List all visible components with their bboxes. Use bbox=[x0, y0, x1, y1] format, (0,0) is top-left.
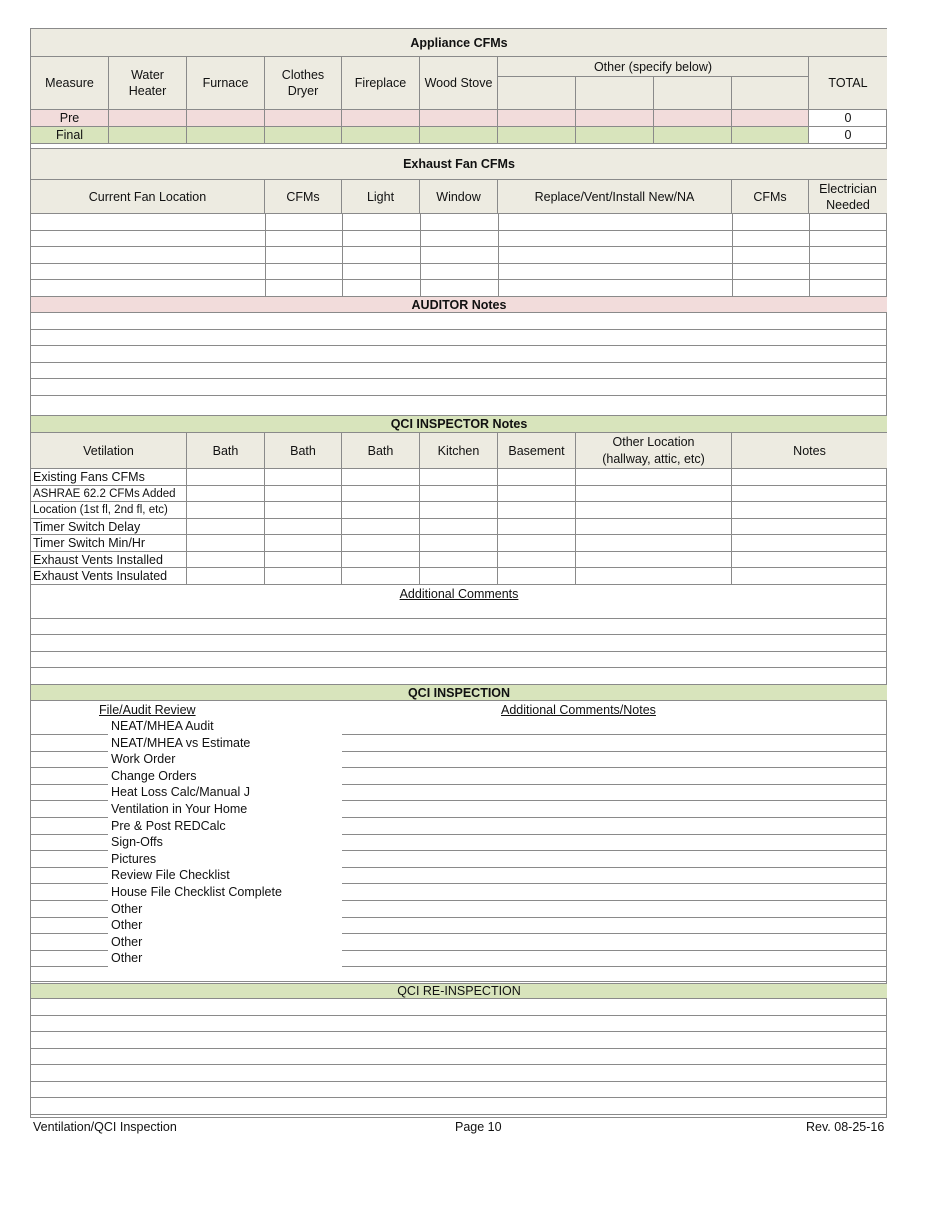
notes-line[interactable] bbox=[342, 719, 887, 735]
other-col-1[interactable] bbox=[498, 77, 576, 110]
auditor-note-line[interactable] bbox=[31, 346, 887, 363]
qci-row-rule bbox=[187, 551, 887, 552]
checklist-checkoff-line[interactable] bbox=[31, 736, 108, 752]
exhaust-row-1[interactable] bbox=[31, 214, 887, 231]
qci-col-rule bbox=[731, 469, 732, 585]
checklist-item-label: Other bbox=[111, 951, 143, 965]
checklist-item-label: Change Orders bbox=[111, 769, 197, 783]
exhaust-row-5[interactable] bbox=[31, 280, 887, 297]
notes-line[interactable] bbox=[342, 769, 887, 785]
reinspection-line[interactable] bbox=[31, 1098, 887, 1115]
checklist-item-label: Other bbox=[111, 902, 143, 916]
comment-line[interactable] bbox=[31, 602, 887, 619]
qci-row-rule bbox=[187, 567, 887, 568]
pre-row-label: Pre bbox=[31, 110, 109, 127]
notes-line[interactable] bbox=[342, 885, 887, 901]
file-audit-review-label: File/Audit Review bbox=[99, 703, 196, 717]
qci-row-label: Existing Fans CFMs bbox=[31, 469, 187, 486]
qci-row-label: Exhaust Vents Insulated bbox=[31, 568, 187, 585]
checklist-checkoff-line[interactable] bbox=[31, 769, 108, 785]
wood-stove-header: Wood Stove bbox=[420, 57, 498, 110]
exhaust-col-cfms: CFMs bbox=[265, 180, 342, 214]
final-other-1-cell[interactable] bbox=[498, 127, 576, 144]
reinspection-line[interactable] bbox=[31, 1016, 887, 1032]
notes-line[interactable] bbox=[342, 852, 887, 868]
pre-wood-stove-cell[interactable] bbox=[420, 110, 498, 127]
qci-row-rule bbox=[187, 518, 887, 519]
checklist-checkoff-line[interactable] bbox=[31, 719, 108, 735]
footer-page-number: Page 10 bbox=[455, 1120, 502, 1134]
checklist-checkoff-line[interactable] bbox=[31, 819, 108, 835]
notes-line[interactable] bbox=[342, 918, 887, 934]
final-other-3-cell[interactable] bbox=[654, 127, 732, 144]
notes-line[interactable] bbox=[342, 752, 887, 768]
checklist-item-label: Other bbox=[111, 918, 143, 932]
qci-col-rule bbox=[419, 469, 420, 585]
exhaust-divider bbox=[732, 214, 733, 297]
exhaust-divider bbox=[498, 214, 499, 297]
checklist-checkoff-line[interactable] bbox=[31, 902, 108, 918]
final-other-2-cell[interactable] bbox=[576, 127, 654, 144]
qci-col-rule bbox=[497, 469, 498, 585]
water-heater-header: Water Heater bbox=[109, 57, 187, 110]
comment-line[interactable] bbox=[31, 619, 887, 635]
auditor-note-line[interactable] bbox=[31, 379, 887, 396]
notes-line[interactable] bbox=[342, 835, 887, 851]
comment-line[interactable] bbox=[31, 652, 887, 668]
qci-col-notes: Notes bbox=[732, 433, 887, 469]
reinspection-line[interactable] bbox=[31, 1082, 887, 1098]
qci-col-bath-3: Bath bbox=[342, 433, 420, 469]
comment-line[interactable] bbox=[31, 668, 887, 685]
checklist-item-label: Ventilation in Your Home bbox=[111, 802, 248, 816]
reinspection-line[interactable] bbox=[31, 1049, 887, 1065]
checklist-item-label: Review File Checklist bbox=[111, 868, 230, 882]
qci-col-kitchen: Kitchen bbox=[420, 433, 498, 469]
qci-row-label: Exhaust Vents Installed bbox=[31, 552, 187, 568]
checklist-item-label: Pre & Post REDCalc bbox=[111, 819, 226, 833]
qci-col-ventilation: Vetilation bbox=[31, 433, 187, 469]
exhaust-divider bbox=[809, 214, 810, 297]
footer-left: Ventilation/QCI Inspection bbox=[33, 1120, 177, 1134]
notes-line[interactable] bbox=[342, 902, 887, 918]
checklist-checkoff-line[interactable] bbox=[31, 785, 108, 801]
pre-dryer-cell[interactable] bbox=[265, 110, 342, 127]
auditor-notes-title: AUDITOR Notes bbox=[31, 297, 887, 313]
notes-line[interactable] bbox=[342, 868, 887, 884]
reinspection-line[interactable] bbox=[31, 1065, 887, 1082]
exhaust-divider bbox=[342, 214, 343, 297]
notes-line[interactable] bbox=[342, 951, 887, 967]
exhaust-col-light: Light bbox=[342, 180, 420, 214]
notes-line[interactable] bbox=[342, 736, 887, 752]
reinspection-line[interactable] bbox=[31, 999, 887, 1016]
qci-row-rule bbox=[187, 584, 887, 585]
checklist-checkoff-line[interactable] bbox=[31, 868, 108, 884]
final-water-heater-cell[interactable] bbox=[109, 127, 187, 144]
pre-total-cell: 0 bbox=[809, 110, 887, 127]
checklist-item-label: Sign-Offs bbox=[111, 835, 163, 849]
exhaust-row-3[interactable] bbox=[31, 247, 887, 264]
qci-notes-title: QCI INSPECTOR Notes bbox=[31, 416, 887, 433]
fireplace-header: Fireplace bbox=[342, 57, 420, 110]
qci-col-bath-2: Bath bbox=[265, 433, 342, 469]
checklist-checkoff-line[interactable] bbox=[31, 918, 108, 934]
final-furnace-cell[interactable] bbox=[187, 127, 265, 144]
appliance-title: Appliance CFMs bbox=[31, 29, 887, 57]
form-frame bbox=[30, 28, 887, 1118]
pre-fireplace-cell[interactable] bbox=[342, 110, 420, 127]
final-wood-stove-cell[interactable] bbox=[420, 127, 498, 144]
checklist-checkoff-line[interactable] bbox=[31, 752, 108, 768]
measure-header: Measure bbox=[31, 57, 109, 110]
exhaust-title: Exhaust Fan CFMs bbox=[31, 149, 887, 180]
qci-col-bath-1: Bath bbox=[187, 433, 265, 469]
exhaust-col-cfms-new: CFMs bbox=[732, 180, 809, 214]
exhaust-row-4[interactable] bbox=[31, 264, 887, 280]
notes-line[interactable] bbox=[342, 802, 887, 818]
qci-row-rule bbox=[187, 501, 887, 502]
other-col-4[interactable] bbox=[732, 77, 809, 110]
other-header: Other (specify below) bbox=[498, 57, 809, 77]
footer-revision: Rev. 08-25-16 bbox=[806, 1120, 885, 1134]
checklist-item-label: Work Order bbox=[111, 752, 176, 766]
notes-line[interactable] bbox=[342, 819, 887, 835]
checklist-checkoff-line[interactable] bbox=[31, 835, 108, 851]
checklist-item-label: Pictures bbox=[111, 852, 157, 866]
section-rule bbox=[31, 981, 887, 982]
qci-row-label: Timer Switch Min/Hr bbox=[31, 535, 187, 552]
qci-col-rule bbox=[264, 469, 265, 585]
other-col-3[interactable] bbox=[654, 77, 732, 110]
final-dryer-cell[interactable] bbox=[265, 127, 342, 144]
qci-inspection-title: QCI INSPECTION bbox=[31, 685, 887, 701]
pre-furnace-cell[interactable] bbox=[187, 110, 265, 127]
pre-other-1-cell[interactable] bbox=[498, 110, 576, 127]
qci-col-basement: Basement bbox=[498, 433, 576, 469]
auditor-note-line[interactable] bbox=[31, 363, 887, 379]
final-total-cell: 0 bbox=[809, 127, 887, 144]
final-other-4-cell[interactable] bbox=[732, 127, 809, 144]
checklist-item-label: House File Checklist Complete bbox=[111, 885, 282, 899]
qci-row-label: Timer Switch Delay bbox=[31, 519, 187, 535]
final-row-label: Final bbox=[31, 127, 109, 144]
reinspection-line[interactable] bbox=[31, 1032, 887, 1049]
qci-row-rule bbox=[187, 534, 887, 535]
furnace-header: Furnace bbox=[187, 57, 265, 110]
checklist-item-label: Other bbox=[111, 935, 143, 949]
final-fireplace-cell[interactable] bbox=[342, 127, 420, 144]
checklist-checkoff-line[interactable] bbox=[31, 852, 108, 868]
checklist-checkoff-line[interactable] bbox=[31, 935, 108, 951]
checklist-checkoff-line[interactable] bbox=[31, 885, 108, 901]
qci-row-rule bbox=[187, 485, 887, 486]
exhaust-divider bbox=[420, 214, 421, 297]
other-col-2[interactable] bbox=[576, 77, 654, 110]
exhaust-row-2[interactable] bbox=[31, 231, 887, 247]
total-header: TOTAL bbox=[809, 57, 887, 110]
checklist-item-label: NEAT/MHEA vs Estimate bbox=[111, 736, 251, 750]
qci-col-other-location: Other Location (hallway, attic, etc) bbox=[576, 433, 732, 469]
additional-comments-label: Additional Comments bbox=[399, 587, 519, 601]
checklist-item-label: Heat Loss Calc/Manual J bbox=[111, 785, 250, 799]
exhaust-divider bbox=[265, 214, 266, 297]
qci-col-rule bbox=[341, 469, 342, 585]
auditor-note-line[interactable] bbox=[31, 396, 887, 416]
qci-col-rule bbox=[575, 469, 576, 585]
notes-line[interactable] bbox=[342, 785, 887, 801]
auditor-note-line[interactable] bbox=[31, 313, 887, 330]
comment-line[interactable] bbox=[31, 635, 887, 652]
pre-water-heater-cell[interactable] bbox=[109, 110, 187, 127]
pre-other-3-cell[interactable] bbox=[654, 110, 732, 127]
exhaust-col-location: Current Fan Location bbox=[31, 180, 265, 214]
reinspection-title: QCI RE-INSPECTION bbox=[31, 983, 887, 999]
checklist-checkoff-line[interactable] bbox=[31, 951, 108, 967]
additional-comments-notes-label: Additional Comments/Notes bbox=[501, 703, 656, 717]
clothes-dryer-header: Clothes Dryer bbox=[265, 57, 342, 110]
notes-line[interactable] bbox=[342, 935, 887, 951]
pre-other-2-cell[interactable] bbox=[576, 110, 654, 127]
qci-row-label: ASHRAE 62.2 CFMs Added bbox=[31, 486, 187, 502]
checklist-checkoff-line[interactable] bbox=[31, 802, 108, 818]
auditor-note-line[interactable] bbox=[31, 330, 887, 346]
exhaust-col-replace: Replace/Vent/Install New/NA bbox=[498, 180, 732, 214]
pre-other-4-cell[interactable] bbox=[732, 110, 809, 127]
exhaust-col-electrician: Electrician Needed bbox=[809, 180, 887, 214]
exhaust-col-window: Window bbox=[420, 180, 498, 214]
checklist-item-label: NEAT/MHEA Audit bbox=[111, 719, 214, 733]
qci-row-label: Location (1st fl, 2nd fl, etc) bbox=[31, 502, 187, 519]
